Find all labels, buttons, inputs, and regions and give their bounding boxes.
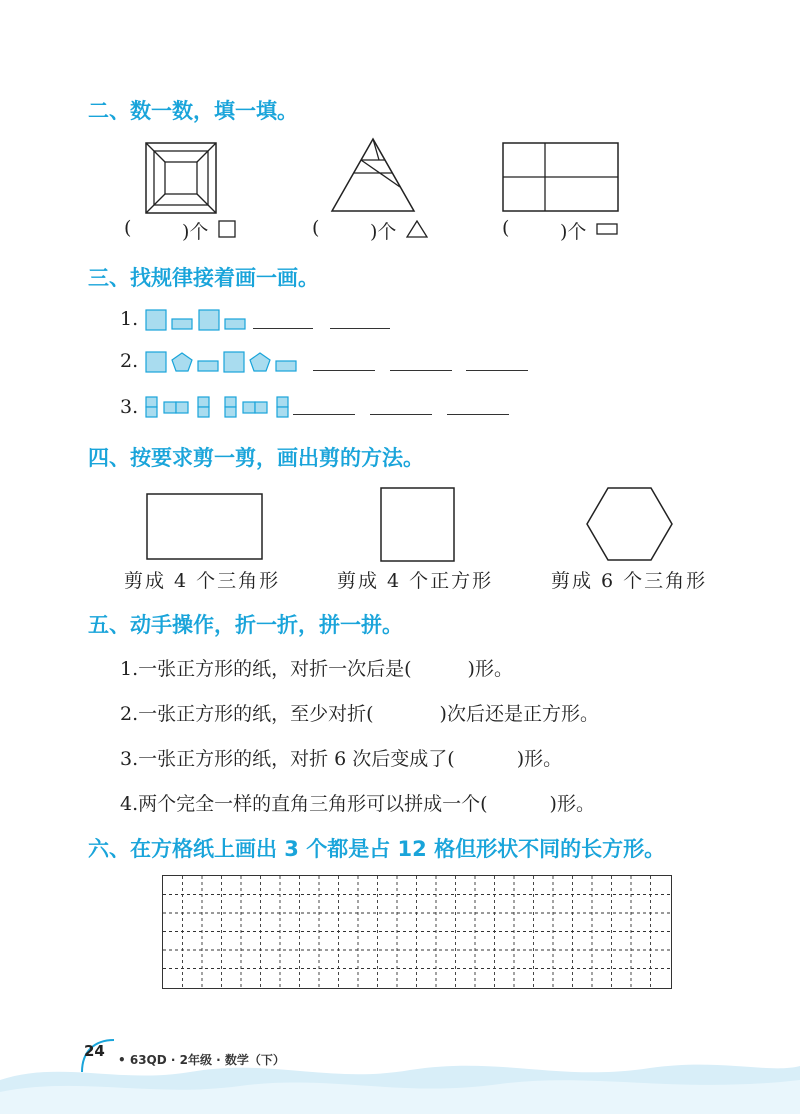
blank-3c[interactable]	[447, 414, 509, 415]
q1-after: )形。	[467, 658, 513, 680]
answer-1-close: )个	[182, 221, 209, 243]
footer-book-info: • 63QD · 2年级 · 数学（下）	[118, 1053, 285, 1067]
pattern-row-1	[145, 308, 250, 332]
fold-question-3	[120, 744, 562, 771]
pattern-row-2	[145, 350, 300, 374]
grid-lines	[163, 876, 670, 987]
triangle-icon	[406, 220, 428, 238]
q3-before: 3.一张正方形的纸，对折 6 次后变成了(	[120, 748, 455, 770]
section-6-title: 六、在方格纸上画出 3 个都是占 12 格但形状不同的长方形。	[88, 837, 666, 861]
q4-before: 4.两个完全一样的直角三角形可以拼成一个(	[120, 793, 488, 815]
q4-after: )形。	[549, 793, 595, 815]
section-2-title: 二、数一数，填一填。	[88, 99, 298, 123]
blank-3b[interactable]	[370, 414, 432, 415]
cut-hexagon-figure	[586, 487, 674, 563]
blank-3a[interactable]	[293, 414, 355, 415]
blank-1b[interactable]	[330, 328, 390, 329]
answer-1-open: (	[124, 217, 132, 239]
answer-3-close: )个	[560, 221, 587, 243]
q3-after: )形。	[516, 748, 563, 770]
answer-2-close: )个	[370, 221, 397, 243]
row-2-number: 2.	[120, 350, 139, 372]
blank-2a[interactable]	[313, 370, 375, 371]
answer-3-open: (	[502, 217, 510, 239]
section-5-title: 五、动手操作，折一折，拼一拼。	[88, 613, 403, 637]
fold-question-1	[120, 654, 513, 681]
row-1-number: 1.	[120, 308, 139, 330]
caption-square: 剪成 4 个正方形	[337, 570, 494, 592]
fold-question-2	[120, 699, 599, 726]
nested-squares-figure	[145, 142, 217, 214]
section-4-title: 四、按要求剪一剪，画出剪的方法。	[88, 446, 424, 470]
page-number: 24	[84, 1042, 105, 1060]
fold-question-4	[120, 789, 595, 816]
caption-rectangle: 剪成 4 个三角形	[124, 570, 281, 592]
q2-after: )次后还是正方形。	[439, 703, 599, 725]
square-icon	[218, 220, 236, 238]
rectangle-icon	[596, 223, 618, 235]
caption-hexagon: 剪成 6 个三角形	[551, 570, 708, 592]
triangle-figure	[330, 137, 416, 213]
blank-2c[interactable]	[466, 370, 528, 371]
answer-2-open: (	[312, 217, 320, 239]
cut-square-figure	[380, 487, 456, 563]
section-3-title: 三、找规律接着画一画。	[88, 266, 319, 290]
grid-paper[interactable]	[162, 875, 672, 989]
blank-1a[interactable]	[253, 328, 313, 329]
cut-rectangle-figure	[146, 493, 264, 561]
pattern-row-3	[145, 395, 295, 421]
q1-before: 1.一张正方形的纸，对折一次后是(	[120, 658, 412, 680]
rectangle-grid-figure	[502, 142, 620, 214]
blank-2b[interactable]	[390, 370, 452, 371]
row-3-number: 3.	[120, 396, 139, 418]
q2-before: 2.一张正方形的纸，至少对折(	[120, 703, 374, 725]
